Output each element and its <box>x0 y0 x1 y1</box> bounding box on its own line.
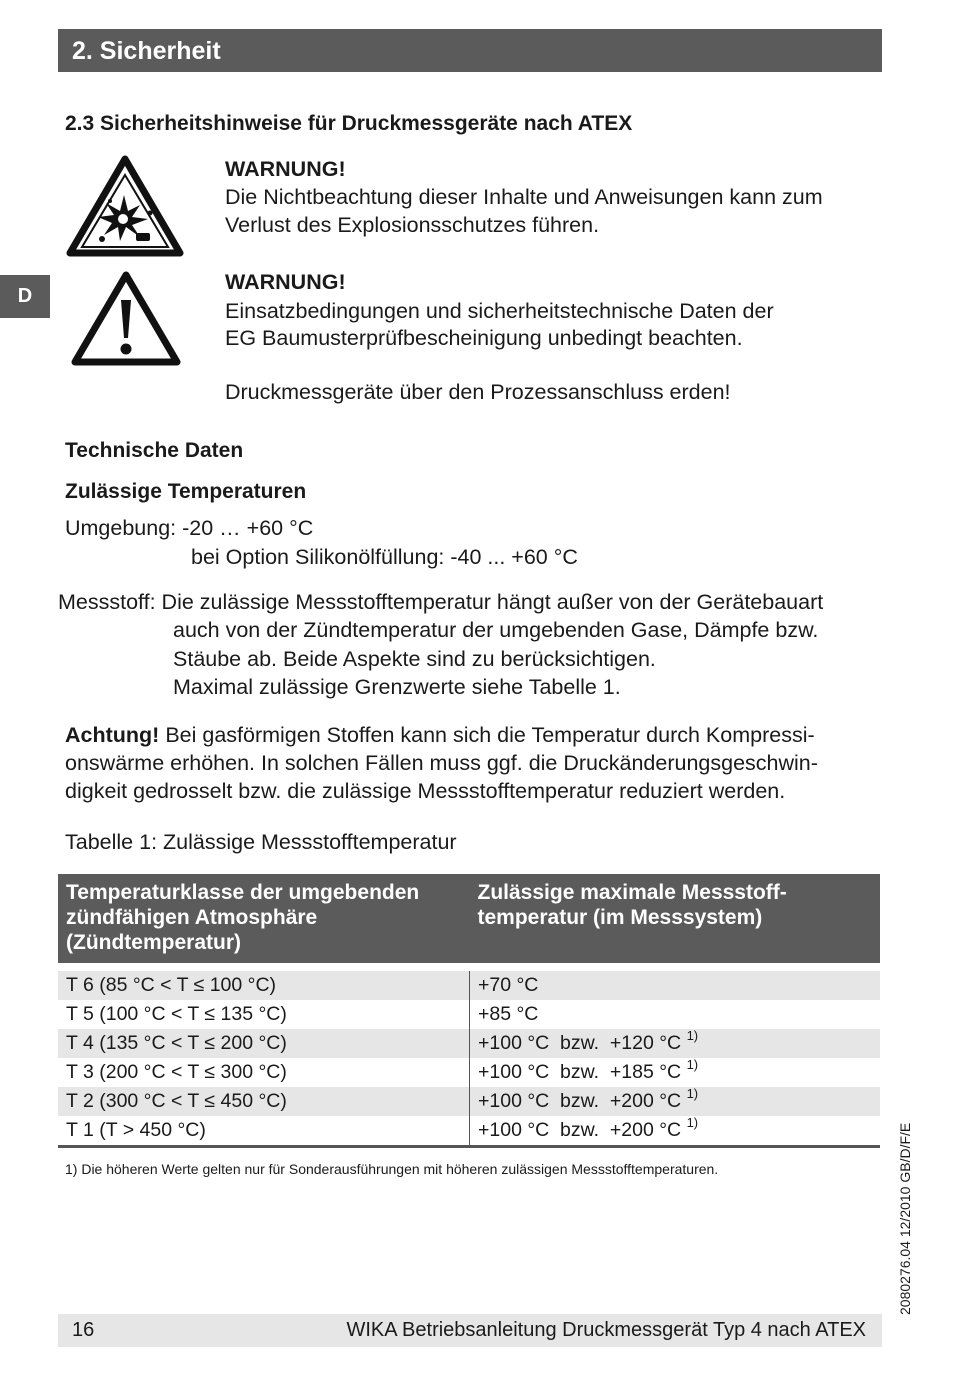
tech-data-heading: Technische Daten <box>65 439 244 462</box>
warning-title: WARNUNG! <box>225 270 346 294</box>
header-line: temperatur (im Messsystem) <box>477 906 763 929</box>
footnote-marker: 1) <box>686 1056 699 1072</box>
warning-title: WARNUNG! <box>225 157 346 181</box>
grounding-note: Druckmessgeräte über den Prozessanschluss erden! <box>225 380 731 404</box>
medium-temp-line: auch von der Zündtemperatur der umgebenden Gase, Dämpfe bzw. <box>173 618 819 642</box>
warning-text-line: Die Nichtbeachtung dieser Inhalte und Anweisungen kann zum <box>225 185 823 209</box>
caution-paragraph-line: onswärme erhöhen. In solchen Fällen muss ggf. die Druckänderungsgeschwin- <box>65 751 818 775</box>
warning-text-line: Einsatzbedingungen und sicherheitstechnische Daten der <box>225 299 774 323</box>
table-header-row <box>58 874 880 963</box>
table-row <box>58 971 880 1000</box>
section-header-bar <box>58 29 882 72</box>
footnote-marker: 1) <box>686 1114 699 1130</box>
max-temp-cell: +100 °C bzw. +185 °C $^{1)}$ <box>478 1056 699 1083</box>
header-line: (Zündtemperatur) <box>66 931 241 954</box>
temperatures-subheading: Zulässige Temperaturen <box>65 480 307 503</box>
caution-label: Achtung! <box>65 723 160 747</box>
document-code: 2080276.04 12/2010 GB/D/F/E <box>897 1122 913 1315</box>
temperature-table <box>58 874 880 1148</box>
page-number: 16 <box>72 1319 95 1341</box>
temp-class-cell: T 1 (T > 450 °C) <box>58 1116 470 1147</box>
medium-temp-line: Stäube ab. Beide Aspekte sind zu berücksichtigen. <box>173 647 656 671</box>
footer-bar <box>58 1314 882 1347</box>
language-tab: D <box>0 275 50 318</box>
table-footnote: 1) Die höheren Werte gelten nur für Sonderausführungen mit höheren zulässigen Messstofftemperaturen. <box>65 1161 719 1177</box>
caution-text: Bei gasförmigen Stoffen kann sich die Temperatur durch Kompressi- <box>159 723 815 747</box>
header-line: Zulässige maximale Messstoff- <box>477 881 787 904</box>
table-row <box>58 1058 880 1087</box>
max-temp-cell: +100 °C bzw. +200 °C $^{1)}$ <box>470 1087 881 1116</box>
subsection-heading: 2.3 Sicherheitshinweise für Druckmessgeräte nach ATEX <box>65 112 633 135</box>
header-line: zündfähigen Atmosphäre <box>66 906 318 929</box>
caution-paragraph-line: digkeit gedrosselt bzw. die zulässige Messstofftemperatur reduziert werden. <box>65 779 786 803</box>
temp-class-cell: T 3 (200 °C < T ≤ 300 °C) <box>58 1058 470 1087</box>
table-row <box>58 1029 880 1058</box>
table-header-cell <box>58 874 470 963</box>
temp-class-cell: T 4 (135 °C < T ≤ 200 °C) <box>58 1029 470 1058</box>
ambient-temp-option-line: bei Option Silikonölfüllung: -40 ... +60 °C <box>191 545 578 569</box>
max-temp-cell: +100 °C bzw. +200 °C $^{1)}$ <box>470 1116 881 1147</box>
footnote-marker: 1) <box>686 1027 699 1043</box>
footer-title: WIKA Betriebsanleitung Druckmessgerät Typ 4 nach ATEX <box>346 1319 866 1341</box>
warning-text-line: Verlust des Explosionsschutzes führen. <box>225 213 600 237</box>
medium-temp-line: Maximal zulässige Grenzwerte siehe Tabelle 1. <box>173 675 621 699</box>
footnote-marker: 1) <box>686 1085 699 1101</box>
temp-class-cell: T 6 (85 °C < T ≤ 100 °C) <box>58 971 470 1000</box>
table-caption: Tabelle 1: Zulässige Messstofftemperatur <box>65 830 457 854</box>
table-row <box>58 1116 880 1147</box>
section-title: 2. Sicherheit <box>72 37 221 65</box>
exclamation-warning-icon <box>70 270 182 368</box>
temp-class-cell: T 2 (300 °C < T ≤ 450 °C) <box>58 1087 470 1116</box>
medium-temp-line: Messstoff: Die zulässige Messstofftemperatur hängt außer von der Gerätebauart <box>58 590 824 614</box>
max-temp-cell: +100 °C bzw. +120 °C $^{1)}$ <box>470 1029 881 1058</box>
table-header-cell <box>470 874 881 963</box>
ambient-temp-line: Umgebung: -20 … +60 °C <box>65 516 314 540</box>
header-line: Temperaturklasse der umgebenden <box>66 881 420 904</box>
temp-class-cell: T 5 (100 °C < T ≤ 135 °C) <box>58 1000 470 1029</box>
max-temp-cell: +85 °C <box>478 1003 539 1025</box>
table-row <box>58 1087 880 1116</box>
warning-text-line: EG Baumusterprüfbescheinigung unbedingt beachten. <box>225 326 743 350</box>
explosion-warning-icon <box>66 155 184 258</box>
caution-paragraph-line <box>65 721 815 749</box>
max-temp-cell: +70 °C <box>470 971 881 1000</box>
table-row <box>58 1000 880 1029</box>
